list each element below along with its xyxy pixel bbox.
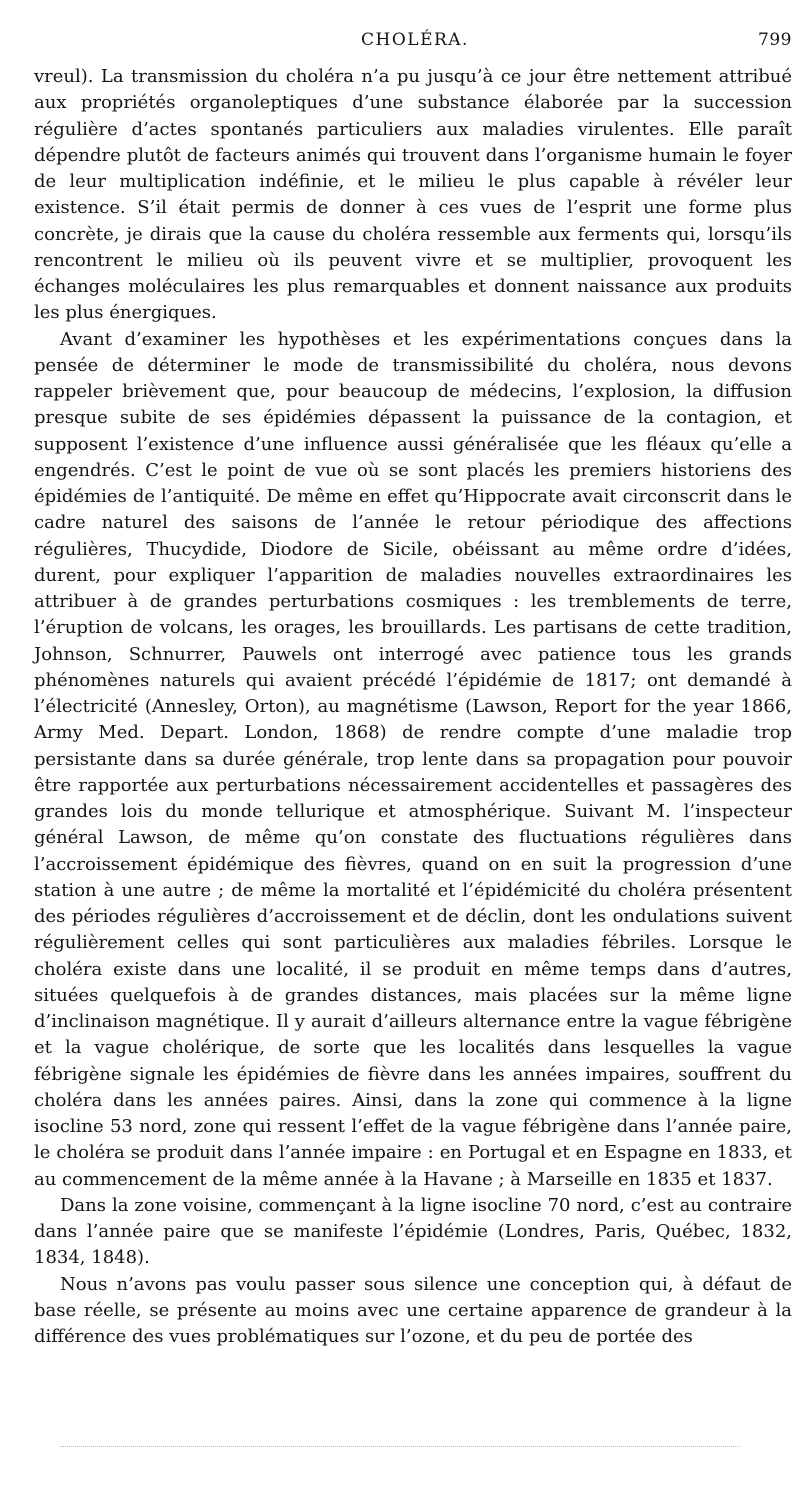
page-number: 799 (758, 30, 792, 50)
body-text (34, 64, 792, 1350)
running-head (36, 30, 794, 56)
paragraph-zone-voisine: Dans la zone voisine, commençant à la ligne isocline 70 nord, c’est au contraire dans l’année paire que se manifeste l’épidémie (Londres, Paris, Québec, 1832, 1834, 1848). (34, 1194, 792, 1269)
running-title: CHOLÉRA. (361, 30, 469, 50)
paragraph-hypotheses: Avant d’examiner les hypothèses et les expérimentations conçues dans la pensée de déterminer le mode de transmissibilité du choléra, nous devons rappeler brièvement que, pour beaucoup de médecins, l’explosion, la diffusion presque subite de ses épidémies dépassent la puissance de la contagion, et supposent l’existence d’une influence aussi généralisée que les fléaux qu’elle a engendrés. C’est le point de vue où se sont placés les premiers historiens des épidémies de l’antiquité. De même en effet qu’Hippocrate avait circonscrit dans le cadre naturel des saisons de l’année le retour périodique des affections régulières, Thucydide, Diodore de Sicile, obéissant au même ordre d’idées, durent, pour expliquer l’apparition de maladies nouvelles extraordinaires les attribuer à de grandes perturbations cosmiques : les tremblements de terre, l’éruption de volcans, les orages, les brouillards. Les partisans de cette tradition, Johnson, Schnurrer, Pauwels ont interrogé avec patience tous les grands phénomènes naturels qui avaient précédé l’épidémie de 1817; ont demandé à l’électricité (Annesley, Orton), au magnétisme (Lawson, Report for the year 1866, Army Med. Depart. London, 1868) de rendre compte d’une maladie trop persistante dans sa durée générale, trop lente dans sa propagation pour pouvoir être rapportée aux perturbations nécessairement accidentelles et passagères des grandes lois du monde tellurique et atmosphérique. Suivant M. l’inspecteur général Lawson, de même qu’on constate des fluctuations régulières dans l’accroissement épidémique des fièvres, quand on en suit la progression d’une station à une autre ; de même la mortalité et l’épidémicité du choléra présentent des périodes régulières d’accroissement et de déclin, dont les ondulations suivent régulièrement celles qui sont particulières aux maladies fébriles. Lorsque le choléra existe dans une localité, il se produit en même temps dans d’autres, situées quelquefois à de grandes distances, mais placées sur la même ligne d’inclinaison magnétique. Il y aurait d’ailleurs alternance entre la vague fébrigène et la vague cholérique, de sorte que les localités dans lesquelles la vague fébrigène signale les épidémies de fièvre dans les années impaires, souffrent du choléra dans les années paires. Ainsi, dans la zone qui commence à la ligne isocline 53 nord, zone qui ressent l’effet de la vague fébrigène dans l’année paire, le choléra se produit dans l’année impaire : en Portugal et en Espagne en 1833, et au commencement de la même année à la Havane ; à Marseille en 1835 et 1837. (34, 328, 792, 1190)
paragraph-conception: Nous n’avons pas voulu passer sous silence une conception qui, à défaut de base réelle, se présente au moins avec une certaine apparence de grandeur à la différence des vues problématiques sur l’ozone, et du peu de portée des (34, 1273, 792, 1347)
bottom-dotted-rule (60, 1446, 740, 1447)
paragraph-transmission: vreul). La transmission du choléra n’a pu jusqu’à ce jour être nettement attribué aux propriétés organoleptiques d’une substance élaborée par la succession régulière d’actes spontanés particuliers aux maladies virulentes. Elle paraît dépendre plutôt de facteurs animés qui trouvent dans l’organisme humain le foyer de leur multiplication indéfinie, et le milieu le plus capable à révéler leur existence. S’il était permis de donner à ces vues de l’esprit une forme plus concrète, je dirais que la cause du choléra ressemble aux ferments qui, lorsqu’ils rencontrent le milieu où ils peuvent vivre et se multiplier, provoquent les échanges moléculaires les plus remarquables et donnent naissance aux produits les plus énergiques. (34, 66, 792, 324)
